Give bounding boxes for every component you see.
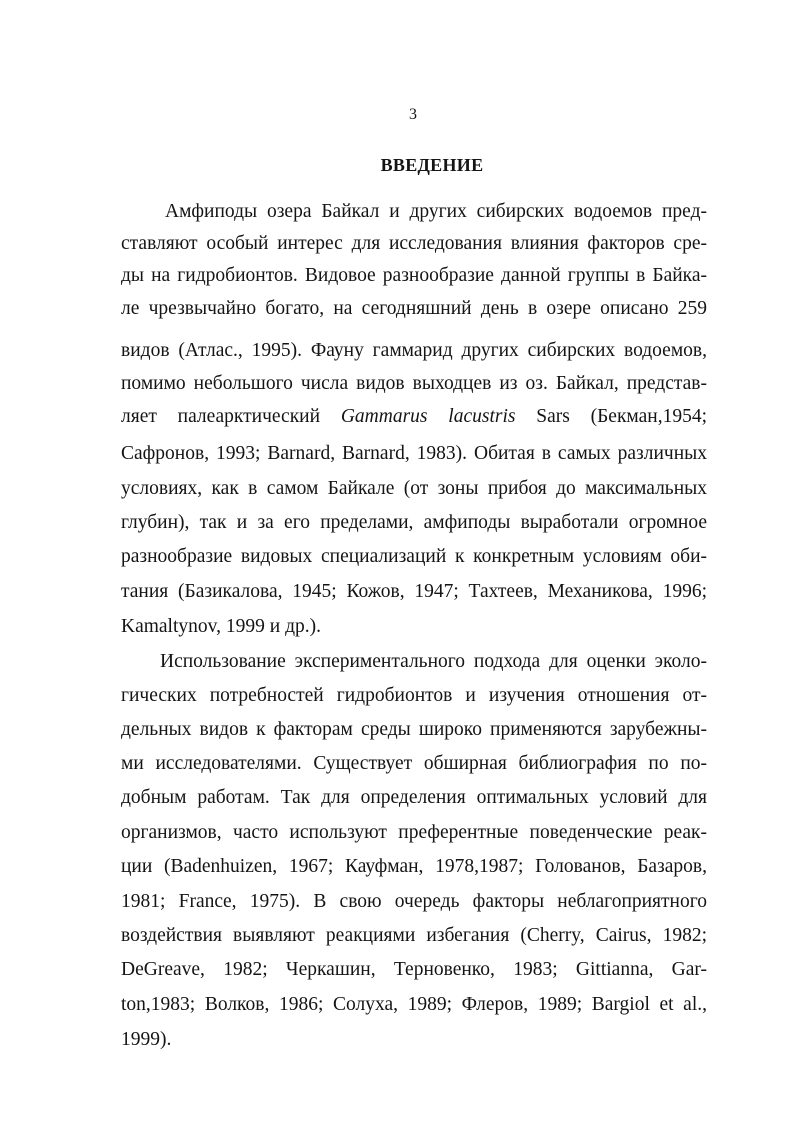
text-line: видов (Атлас., 1995). Фауну гаммарид других сибирских водоемов, xyxy=(121,340,707,361)
text-line: организмов, часто используют преферентные поведенческие реак- xyxy=(121,822,707,843)
text-line: Kamaltynov, 1999 и др.). xyxy=(121,616,321,637)
text-line: DeGreave, 1982; Черкашин, Терновенко, 1983; Gittianna, Gar- xyxy=(121,959,707,980)
text-line: тания (Базикалова, 1945; Кожов, 1947; Тахтеев, Механикова, 1996; xyxy=(121,581,707,602)
text-line: помимо небольшого числа видов выходцев из оз. Байкал, представ- xyxy=(121,373,707,394)
text-line: 1999). xyxy=(121,1029,172,1050)
text-line: добным работам. Так для определения оптимальных условий для xyxy=(121,787,707,808)
text-line: Амфиподы озера Байкал и других сибирских водоемов пред- xyxy=(165,201,707,222)
text-line: ции (Badenhuizen, 1967; Кауфман, 1978,1987; Голованов, Базаров, xyxy=(121,856,707,877)
page-number: 3 xyxy=(409,106,417,123)
section-heading: ВВЕДЕНИЕ xyxy=(380,155,484,175)
text-line: условиях, как в самом Байкале (от зоны прибоя до максимальных xyxy=(121,478,707,499)
text-line: ставляют особый интерес для исследования влияния факторов сре- xyxy=(121,233,707,254)
text-line: ton,1983; Волков, 1986; Солуха, 1989; Флеров, 1989; Bargiol et al., xyxy=(121,994,707,1015)
text-line: ле чрезвычайно богато, на сегодняшний день в озере описано 259 xyxy=(121,298,707,319)
text-line: разнообразие видовых специализаций к конкретным условиям оби- xyxy=(121,546,707,567)
text-line xyxy=(121,405,707,429)
text-line: ды на гидробионтов. Видовое разнообразие данной группы в Байка- xyxy=(121,265,707,286)
text-line: Сафронов, 1993; Barnard, Barnard, 1983). Обитая в самых различных xyxy=(121,443,707,464)
text-run: ляет палеарктический xyxy=(121,406,321,427)
text-line: воздействия выявляют реакциями избегания (Cherry, Cairus, 1982; xyxy=(121,925,707,946)
text-line: 1981; France, 1975). В свою очередь факторы неблагоприятного xyxy=(121,891,707,912)
text-line: Использование экспериментального подхода для оценки эколо- xyxy=(160,651,707,672)
text-line: ми исследователями. Существует обширная библиография по по- xyxy=(121,753,707,774)
text-line: глубин), так и за его пределами, амфиподы выработали огромное xyxy=(121,512,707,533)
text-run: Sars (Бекман,1954; xyxy=(536,406,708,427)
latin-species-name: Gammarus lacustris xyxy=(340,406,516,427)
text-line: гических потребностей гидробионтов и изучения отношения от- xyxy=(121,685,707,706)
text-line: дельных видов к факторам среды широко применяются зарубежны- xyxy=(121,719,707,740)
